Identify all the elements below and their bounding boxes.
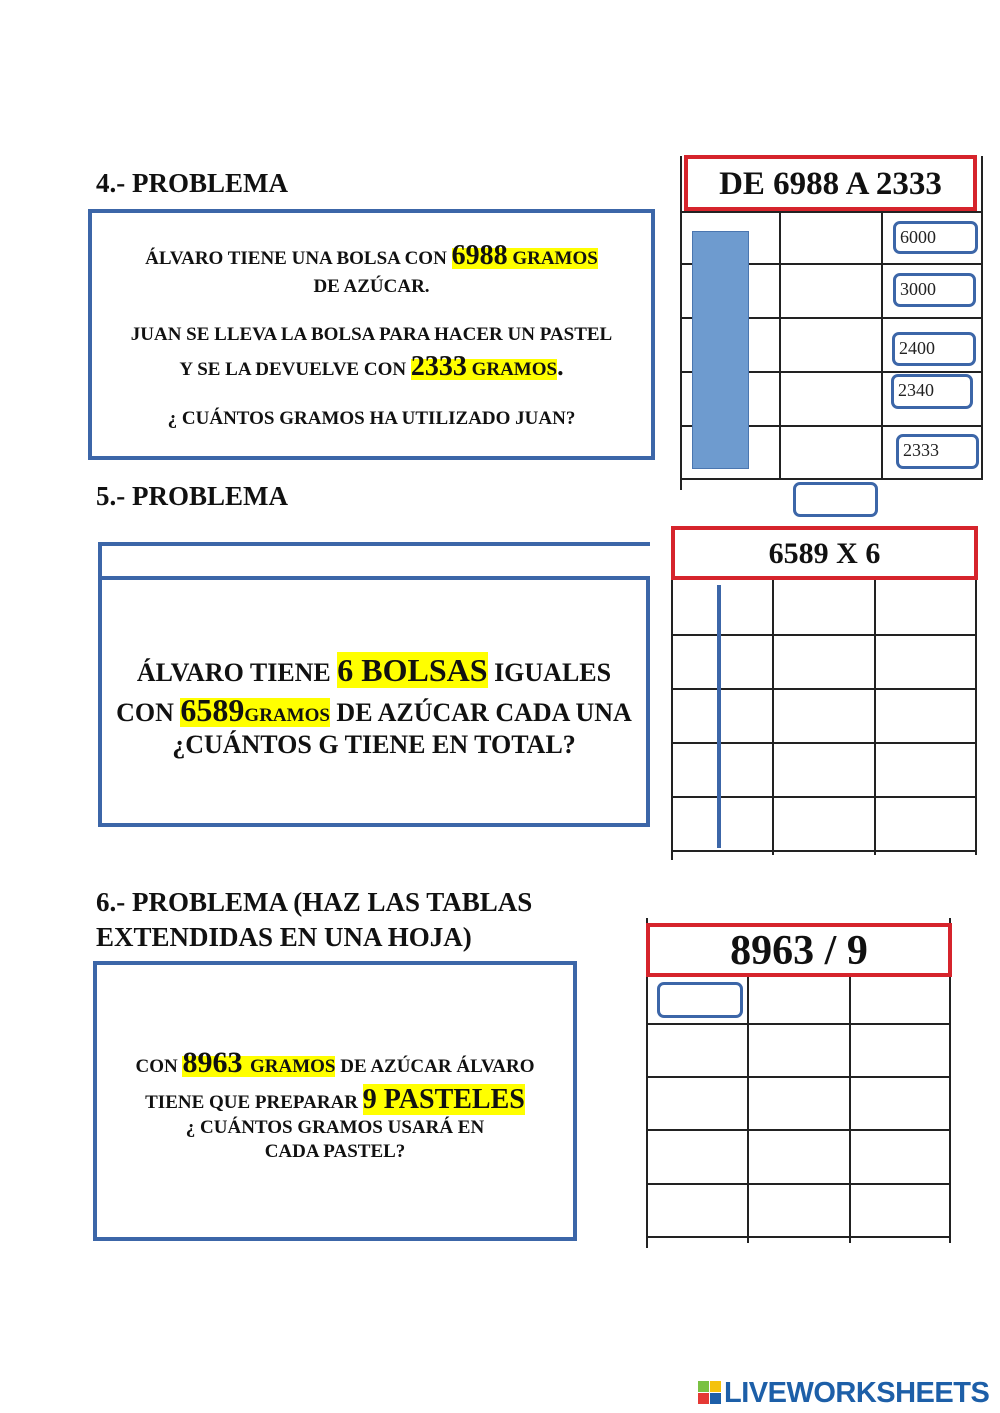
- answer-input-2400[interactable]: 2400: [892, 332, 976, 366]
- grid-line: [646, 1023, 951, 1025]
- problem6-cakes: 9 PASTELES: [362, 1084, 525, 1115]
- problem5-line1-text: ÁLVARO TIENE: [136, 658, 338, 687]
- problem4-text-box: [88, 209, 655, 460]
- problem6-heading-line2: EXTENDIDAS EN UNA HOJA): [96, 922, 472, 952]
- problem6-heading-line1: 6.- PROBLEMA (HAZ LAS TABLAS: [96, 887, 533, 917]
- answer-input-2340[interactable]: 2340: [891, 374, 973, 409]
- problem5-line2-text: CON: [116, 698, 181, 727]
- grid-line: [671, 850, 977, 852]
- problem4-heading: 4.- PROBLEMA: [96, 168, 288, 198]
- problem5-left-border: [98, 542, 102, 578]
- problem4-unit-1: GRAMOS: [507, 248, 598, 269]
- grid-line: [779, 211, 781, 479]
- problem4-unit-2: GRAMOS: [466, 359, 558, 380]
- problem5-line1-end: IGUALES: [487, 658, 612, 687]
- problem5-divider: [717, 585, 721, 848]
- grid-line: [646, 1129, 951, 1131]
- problem4-question: ¿ CUÁNTOS GRAMOS HA UTILIZADO JUAN?: [167, 408, 576, 429]
- grid-line: [874, 580, 876, 855]
- grid-line: [646, 1183, 951, 1185]
- problem5-text-box: [98, 576, 650, 827]
- problem5-line2-highlight: [180, 692, 330, 728]
- problem5-amount: 6589: [180, 692, 245, 728]
- problem6-line2-text: TIENE QUE PREPARAR: [145, 1092, 363, 1113]
- problem6-amount: 8963: [182, 1046, 250, 1079]
- problem6-text-box: [93, 961, 577, 1241]
- problem6-line3: ¿ CUÁNTOS GRAMOS USARÁ EN: [185, 1117, 485, 1138]
- problem4-line2: DE AZÚCAR.: [313, 276, 430, 297]
- problem4-amount-2333: 2333: [410, 351, 467, 382]
- liveworksheets-logo-text: LIVEWORKSHEETS: [724, 1377, 990, 1409]
- problem5-unit: GRAMOS: [244, 705, 330, 726]
- problem4-line4: [92, 349, 651, 388]
- grid-line: [747, 973, 749, 1243]
- problem5-line2-end: DE AZÚCAR CADA UNA: [329, 698, 632, 727]
- problem5-operation: 6589 X 6: [671, 526, 978, 580]
- problem6-operation: 8963 / 9: [646, 923, 952, 977]
- problem4-line1-text: ÁLVARO TIENE UNA BOLSA CON: [145, 248, 452, 269]
- problem6-unit: GRAMOS: [249, 1056, 336, 1077]
- problem6-line1-text: CON: [135, 1056, 183, 1077]
- problem4-line4-end: .: [557, 352, 564, 381]
- grid-line: [680, 211, 983, 213]
- problem4-amount-6988: 6988: [451, 240, 508, 271]
- answer-input-3000[interactable]: 3000: [893, 273, 976, 307]
- progress-bar-shape: [692, 231, 749, 469]
- problem4-line4-highlight: [410, 351, 558, 382]
- answer-input-2333[interactable]: 2333: [896, 434, 979, 469]
- problem5-heading: 5.- PROBLEMA: [96, 481, 288, 511]
- problem4-operation: DE 6988 A 2333: [684, 155, 977, 211]
- problem4-line4-text: Y SE LA DEVUELVE CON: [179, 359, 411, 380]
- problem6-line1-end: DE AZÚCAR ÁLVARO: [335, 1056, 535, 1077]
- answer-input-6000[interactable]: 6000: [893, 221, 978, 254]
- problem6-line1-highlight: [182, 1046, 336, 1079]
- grid-line: [772, 580, 774, 855]
- answer-input-result[interactable]: [793, 482, 878, 517]
- grid-line: [680, 156, 682, 490]
- grid-line: [646, 1076, 951, 1078]
- problem4-line3: JUAN SE LLEVA LA BOLSA PARA HACER UN PASTEL: [130, 324, 613, 345]
- problem4-line1: [92, 240, 651, 272]
- answer-input-quotient[interactable]: [657, 982, 743, 1018]
- grid-line: [680, 478, 983, 480]
- problem5-top-border: [98, 542, 650, 546]
- grid-line: [671, 580, 673, 860]
- grid-line: [881, 211, 883, 479]
- problem6-line4: CADA PASTEL?: [264, 1141, 406, 1162]
- grid-line: [975, 580, 977, 855]
- grid-line: [646, 1236, 951, 1238]
- grid-line: [849, 973, 851, 1243]
- problem4-line1-highlight: [451, 240, 598, 271]
- problem5-question: ¿CUÁNTOS G TIENE EN TOTAL?: [172, 730, 576, 759]
- liveworksheets-logo-icon: [698, 1381, 722, 1405]
- problem5-bags: 6 BOLSAS: [337, 652, 488, 688]
- problem5-line1: [102, 650, 646, 693]
